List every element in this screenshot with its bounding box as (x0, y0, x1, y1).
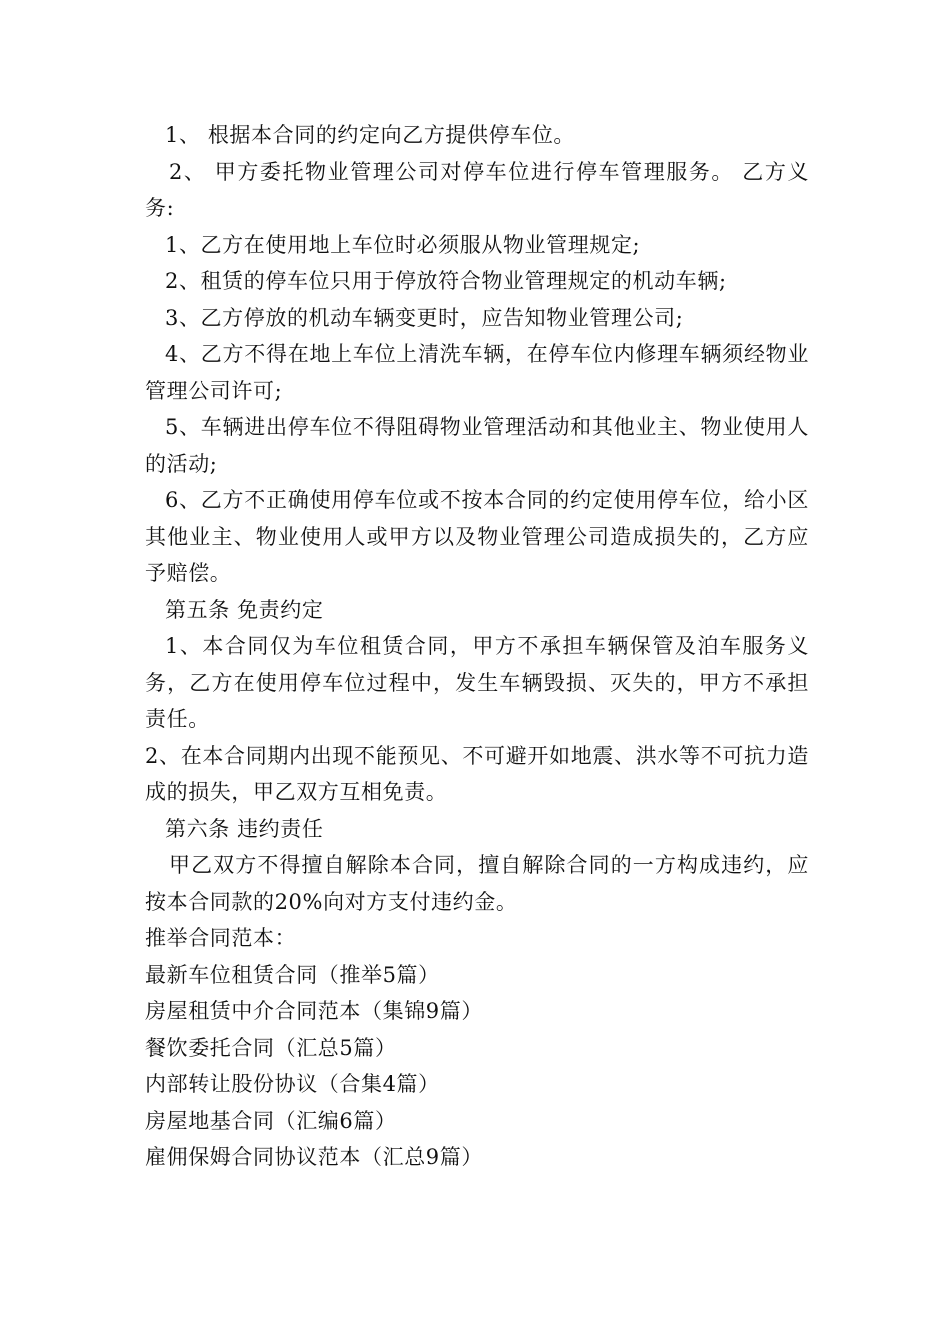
recommend-link[interactable]: 最新车位租赁合同（推举5篇） (145, 962, 440, 987)
paragraph-exemption-2: 2、在本合同期内出现不能预见、不可避开如地震、洪水等不可抗力造成的损失，甲乙双方互相免责。 (145, 743, 809, 804)
paragraph-duty-1: 1、 根据本合同的约定向乙方提供停车位。 (165, 123, 576, 147)
recommend-link[interactable]: 内部转让股份协议（合集4篇） (145, 1072, 440, 1096)
paragraph-obligation-1: 1、乙方在使用地上车位时必须服从物业管理规定; (165, 232, 641, 257)
paragraph-obligation-3: 3、乙方停放的机动车辆变更时，应告知物业管理公司; (165, 305, 684, 330)
recommend-heading: 推举合同范本： (145, 926, 297, 950)
section-heading-article-6: 第六条 违约责任 (165, 816, 324, 841)
section-heading-article-5: 第五条 免责约定 (165, 597, 324, 622)
paragraph-obligation-2: 2、租赁的停车位只用于停放符合物业管理规定的机动车辆; (165, 269, 727, 293)
recommend-link[interactable]: 餐饮委托合同（汇总5篇） (145, 1035, 397, 1060)
paragraph-duty-2: 2、 甲方委托物业管理公司对停车位进行停车管理服务。 乙方义务: (145, 159, 809, 220)
paragraph-exemption-1: 1、本合同仅为车位租赁合同，甲方不承担车辆保管及泊车服务义务，乙方在使用停车位过程中，发生车辆毁损、灭失的，甲方不承担责任。 (145, 634, 809, 731)
paragraph-breach-liability: 甲乙双方不得擅自解除本合同，擅自解除合同的一方构成违约，应按本合同款的20%向对方支付违约金。 (145, 853, 809, 914)
paragraph-obligation-5: 5、车辆进出停车位不得阻碍物业管理活动和其他业主、物业使用人的活动; (145, 415, 809, 476)
recommend-link[interactable]: 雇佣保姆合同协议范本（汇总9篇） (145, 1145, 483, 1169)
paragraph-obligation-4: 4、乙方不得在地上车位上清洗车辆，在停车位内修理车辆须经物业管理公司许可; (145, 342, 809, 403)
paragraph-obligation-6: 6、乙方不正确使用停车位或不按本合同的约定使用停车位，给小区其他业主、物业使用人或甲方以及物业管理公司造成损失的，乙方应予赔偿。 (145, 488, 809, 585)
recommend-link[interactable]: 房屋租赁中介合同范本（集锦9篇） (145, 999, 483, 1023)
recommend-link[interactable]: 房屋地基合同（汇编6篇） (145, 1108, 397, 1133)
document-body (145, 117, 809, 1176)
